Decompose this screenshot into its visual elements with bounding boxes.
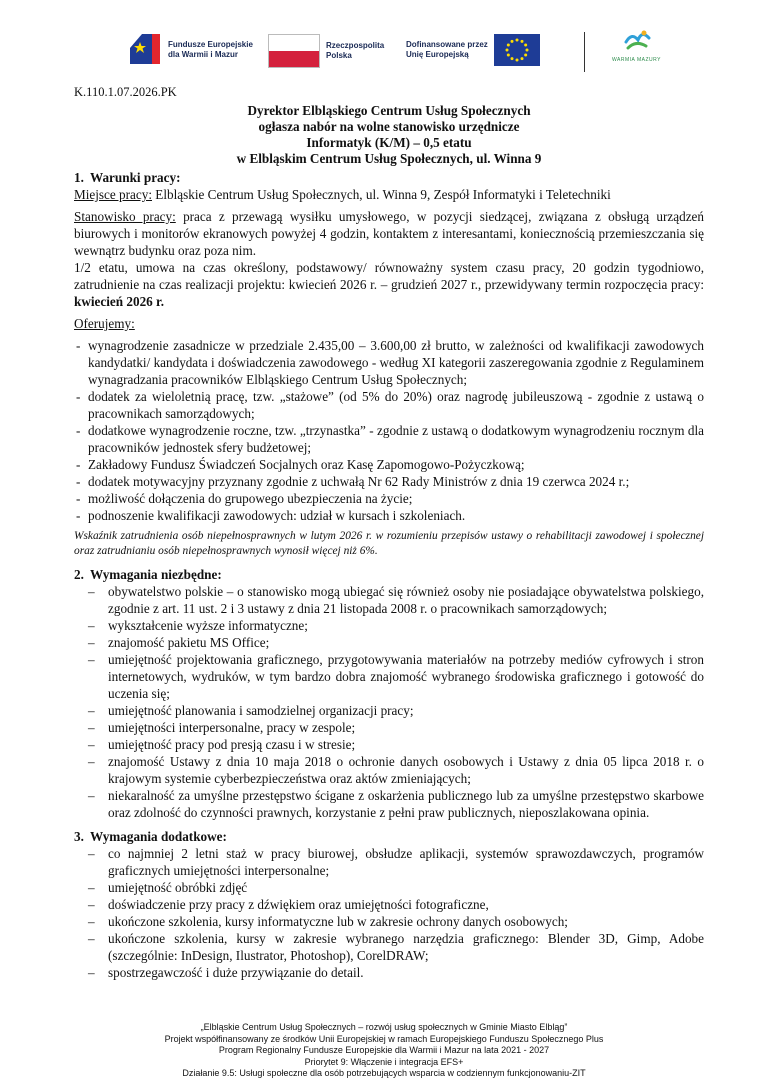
section-title-text: Wymagania niezbędne: — [90, 567, 222, 582]
project-footer — [0, 1022, 768, 1080]
employment-text: 1/2 etatu, umowa na czas określony, podstawowy/ równoważny system czasu pracy, 20 godzin tygodniowo, zatrudnienie na czas realizacji projektu: kwiecień 2026 r. – grudzień 2027 r., przewidywany termin rozpoczęcia pracy: — [74, 260, 704, 292]
heading-line: Dyrektor Elbląskiego Centrum Usług Społecznych — [247, 103, 531, 118]
announcement-heading — [74, 103, 704, 167]
list-item: – wykształcenie wyższe informatyczne; — [74, 617, 704, 634]
workplace-paragraph — [74, 186, 704, 203]
workplace-text: Elbląskie Centrum Usług Społecznych, ul. Winna 9, Zespół Informatyki i Teletechniki — [152, 187, 611, 202]
list-item: – ukończone szkolenia, kursy w zakresie wybranego narzędzia graficznego: Blender 3D, Gimp, Adobe (szczególnie: InDesign, Ilustrator, Photoshop), CorelDRAW; — [74, 930, 704, 964]
footer-line: Priorytet 9: Włączenie i integracja EFS+ — [304, 1056, 464, 1067]
heading-line: w Elbląskim Centrum Usług Społecznych, ul. Winna 9 — [236, 151, 542, 166]
position-label: Stanowisko pracy: — [74, 209, 176, 224]
workplace-label: Miejsce pracy: — [74, 187, 152, 202]
rzeczpospolita-polska-logo — [268, 34, 384, 68]
list-item: – niekaralność za umyślne przestępstwo ścigane z oskarżenia publicznego lub za umyślne przestępstwo skarbowe oraz zdolność do czynności prawnych, korzystanie z pełni praw publicznych, nieposzlakowana opinia. — [74, 787, 704, 821]
position-paragraph — [74, 208, 704, 259]
warmia-mazury-logo — [612, 26, 661, 63]
section-title-text: Wymagania dodatkowe: — [90, 829, 227, 844]
eu-flag-icon — [494, 34, 540, 66]
offer-list — [74, 337, 704, 524]
list-item: – znajomość Ustawy z dnia 10 maja 2018 o ochronie danych osobowych i Ustawy z dnia 05 lipca 2018 r. o krajowym systemie cyberbezpieczeństwa oraz aktów zmieniających; — [74, 753, 704, 787]
list-item: - możliwość dołączenia do grupowego ubezpieczenia na życie; — [74, 490, 704, 507]
list-item: – znajomość pakietu MS Office; — [74, 634, 704, 651]
section-title — [74, 169, 704, 186]
logo-strip — [0, 24, 768, 82]
fe-logo-text: Fundusze Europejskie dla Warmii i Mazur — [168, 40, 253, 59]
footer-line: „Elbląskie Centrum Usług Społecznych – rozwój usług społecznych w Gminie Miasto Elbląg” — [200, 1022, 568, 1032]
required-list — [74, 583, 704, 821]
offer-label-paragraph — [74, 315, 704, 332]
reference-number: K.110.1.07.2026.PK — [74, 85, 177, 99]
fe-mark-icon — [128, 30, 162, 70]
list-item: - dodatek motywacyjny przyznany zgodnie z uchwałą Nr 62 Rady Ministrów z dnia 19 czerwca 2024 r.; — [74, 473, 704, 490]
heading-line: Informatyk (K/M) – 0,5 etatu — [306, 135, 472, 150]
footer-line: Projekt współfinansowany ze środków Unii Europejskiej w ramach Europejskiego Funduszu Społecznego Plus — [164, 1033, 604, 1044]
list-item: – umiejętność planowania i samodzielnej organizacji pracy; — [74, 702, 704, 719]
employment-paragraph — [74, 259, 704, 310]
additional-list — [74, 845, 704, 981]
section-title — [74, 566, 704, 583]
list-item: – spostrzegawczość i duże przywiązanie do detail. — [74, 964, 704, 981]
list-item: – doświadczenie przy pracy z dźwiękiem oraz umiejętności fotograficzne, — [74, 896, 704, 913]
warmia-mazury-text: WARMIA MAZURY — [612, 57, 662, 63]
section-title — [74, 828, 704, 845]
fundusze-europejskie-logo — [128, 30, 253, 70]
heading-line: ogłasza nabór na wolne stanowisko urzędnicze — [258, 119, 520, 134]
list-item: – umiejętności interpersonalne, pracy w zespole; — [74, 719, 704, 736]
list-item: - Zakładowy Fundusz Świadczeń Socjalnych oraz Kasę Zapomogowo-Pożyczkową; — [74, 456, 704, 473]
footer-line: Działanie 9.5: Usługi społeczne dla osób potrzebujących wsparcia w codziennym funkcjonowaniu-ZIT — [182, 1068, 586, 1079]
disability-note: Wskaźnik zatrudnienia osób niepełnosprawnych w lutym 2026 r. w rozumieniu przepisów ustawy o rehabilitacji zawodowej i społecznej oraz zatrudnianiu osób niepełnosprawnych wynosił więcej niż 6%. — [74, 530, 704, 557]
warmia-mazury-icon — [622, 26, 652, 56]
offer-label: Oferujemy: — [74, 316, 135, 331]
list-item: – ukończone szkolenia, kursy informatyczne lub w zakresie ochrony danych osobowych; — [74, 913, 704, 930]
position-text: praca z przewagą wysiłku umysłowego, w pozycji siedzącej, związana z obsługą urządzeń biurowych i monitorów ekranowych powyżej 4 godzin, kontaktem z interesantami, koniecznością przemieszczania się wewnątrz budynku oraz poza nim. — [74, 209, 704, 258]
announcement-body — [74, 84, 704, 981]
section-title-text: Warunki pracy: — [90, 170, 181, 185]
list-item: – obywatelstwo polskie – o stanowisko mogą ubiegać się również osoby nie posiadające obywatelstwa polskiego, zgodnie z art. 11 ust. 2 i 3 ustawy z dnia 21 listopada 2008 r. o pracownikach samorządowych; — [74, 583, 704, 617]
rp-logo-text: Rzeczpospolita Polska — [326, 41, 385, 60]
eu-cofinancing-logo — [406, 34, 540, 66]
list-item: - dodatkowe wynagrodzenie roczne, tzw. „trzynastka” - zgodnie z ustawą o dodatkowym wynagrodzeniu rocznym dla pracowników jednostek sfery budżetowej; — [74, 422, 704, 456]
list-item: – umiejętność pracy pod presją czasu i w stresie; — [74, 736, 704, 753]
start-date: kwiecień 2026 r. — [74, 294, 164, 309]
list-item: – co najmniej 2 letni staż w pracy biurowej, obsłudze aplikacji, systemów sprawozdawczych, programów graficznych umiejętności interpersonalne; — [74, 845, 704, 879]
polish-flag-icon — [268, 34, 320, 68]
ue-logo-text: Dofinansowane przez Unię Europejską — [406, 40, 488, 59]
logo-divider — [584, 32, 585, 72]
section-number: 1. — [74, 170, 84, 185]
section-number: 2. — [74, 567, 84, 582]
section-number: 3. — [74, 829, 84, 844]
list-item: - podnoszenie kwalifikacji zawodowych: udział w kursach i szkoleniach. — [74, 507, 704, 524]
list-item: – umiejętność obróbki zdjęć — [74, 879, 704, 896]
list-item: - wynagrodzenie zasadnicze w przedziale 2.435,00 – 3.600,00 zł brutto, w zależności od kwalifikacji zawodowych kandydatki/ kandydata i doświadczenia zawodowego - według XI kategorii zaszeregowania zgodnie z Regulaminem wynagradzania pracowników Elbląskiego Centrum Usług Społecznych; — [74, 337, 704, 388]
list-item: - dodatek za wieloletnią pracę, tzw. „stażowe” (od 5% do 20%) oraz nagrodę jubileuszową - zgodnie z ustawą o pracownikach samorządowych; — [74, 388, 704, 422]
footer-line: Program Regionalny Fundusze Europejskie dla Warmii i Mazur na lata 2021 - 2027 — [218, 1045, 550, 1056]
list-item: – umiejętność projektowania graficznego, przygotowywania materiałów na potrzeby mediów cyfrowych i stron internetowych, wydruków, w tym bardzo dobra znajomość wybranego środowiska graficznego i gotowość do uczenia się; — [74, 651, 704, 702]
